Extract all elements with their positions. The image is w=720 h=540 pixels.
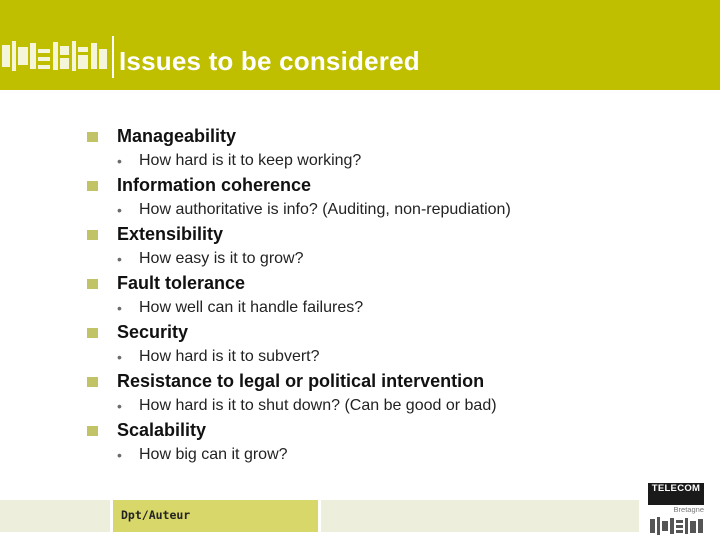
sub-bullet xyxy=(0,345,720,369)
dot-bullet-icon: • xyxy=(117,153,122,169)
main-bullet xyxy=(0,173,720,198)
main-bullet-label: Scalability xyxy=(117,420,207,440)
bullet-list xyxy=(0,124,720,467)
main-bullet-label: Resistance to legal or political intervention xyxy=(117,371,485,391)
footer-author-box xyxy=(113,500,318,532)
sub-bullet-label: How easy is it to grow? xyxy=(139,250,304,267)
sub-bullet xyxy=(0,149,720,173)
sub-bullet-label: How big can it grow? xyxy=(139,446,288,463)
list-item xyxy=(0,124,720,173)
square-bullet-icon xyxy=(87,426,98,436)
telecom-bretagne-logo xyxy=(650,516,704,536)
dot-bullet-icon: • xyxy=(117,251,122,267)
list-item xyxy=(0,418,720,467)
square-bullet-icon xyxy=(87,279,98,289)
square-bullet-icon xyxy=(87,230,98,240)
dot-bullet-icon: • xyxy=(117,300,122,316)
telecom-logo-title: TELECOM xyxy=(648,483,704,505)
square-bullet-icon xyxy=(87,181,98,191)
sub-bullet-label: How hard is it to subvert? xyxy=(139,348,320,365)
sub-bullet xyxy=(0,443,720,467)
sub-bullet-label: How hard is it to keep working? xyxy=(139,152,362,169)
main-bullet-label: Security xyxy=(117,322,189,342)
header-divider xyxy=(112,36,114,78)
sub-bullet xyxy=(0,247,720,271)
main-bullet xyxy=(0,320,720,345)
footer-left-band xyxy=(0,500,110,532)
dot-bullet-icon: • xyxy=(117,447,122,463)
dot-bullet-icon: • xyxy=(117,398,122,414)
main-bullet xyxy=(0,369,720,394)
list-item xyxy=(0,320,720,369)
dot-bullet-icon: • xyxy=(117,202,122,218)
main-bullet-label: Fault tolerance xyxy=(117,273,246,293)
square-bullet-icon xyxy=(87,328,98,338)
sub-bullet-label: How authoritative is info? (Auditing, non-repudiation) xyxy=(139,201,511,218)
list-item xyxy=(0,222,720,271)
square-bullet-icon xyxy=(87,377,98,387)
main-bullet-label: Manageability xyxy=(117,126,237,146)
main-bullet xyxy=(0,418,720,443)
list-item xyxy=(0,271,720,320)
sub-bullet xyxy=(0,198,720,222)
main-bullet xyxy=(0,222,720,247)
sub-bullet xyxy=(0,394,720,418)
dot-bullet-icon: • xyxy=(117,349,122,365)
main-bullet xyxy=(0,271,720,296)
main-bullet-label: Information coherence xyxy=(117,175,312,195)
list-item xyxy=(0,369,720,418)
main-bullet-label: Extensibility xyxy=(117,224,224,244)
square-bullet-icon xyxy=(87,132,98,142)
telecom-logo-subtitle: Bretagne xyxy=(673,505,704,514)
sub-bullet-label: How hard is it to shut down? (Can be good or bad) xyxy=(139,397,497,414)
main-bullet xyxy=(0,124,720,149)
sub-bullet-label: How well can it handle failures? xyxy=(139,299,364,316)
header-logo-pattern xyxy=(0,37,110,77)
sub-bullet xyxy=(0,296,720,320)
footer-author-label: Dpt/Auteur xyxy=(121,508,191,522)
list-item xyxy=(0,173,720,222)
footer-right-band xyxy=(321,500,639,532)
slide-title: Issues to be considered xyxy=(119,46,420,76)
